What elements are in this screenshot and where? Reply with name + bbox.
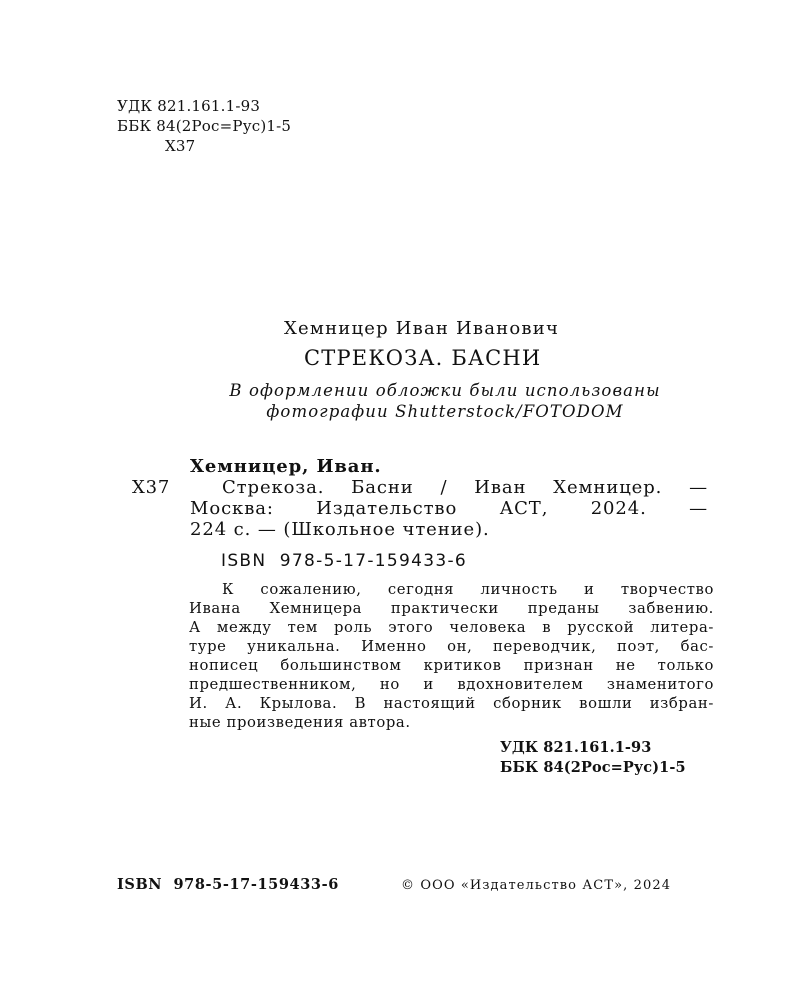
annotation-line: Ивана Хемницера практически преданы забвению. — [189, 600, 714, 617]
bib-word: Хемницер. — [553, 477, 663, 498]
bib-word: — — [689, 477, 708, 498]
isbn-record: ISBN 978-5-17-159433-6 — [221, 551, 468, 571]
bib-word: Иван — [474, 477, 527, 498]
cutter-code-top: Х37 — [165, 137, 196, 155]
annotation-line: А между тем роль этого человека в русской литера- — [189, 619, 714, 636]
bib-line-1 — [190, 477, 708, 498]
cover-note-line-1: В оформлении обложки были использованы — [229, 381, 661, 400]
annotation-line: нописец большинством критиков признан не только — [189, 657, 714, 674]
bibliographic-record — [190, 456, 708, 540]
footer-copyright: © ООО «Издательство АСТ», 2024 — [401, 878, 672, 893]
bib-word: Издательство — [316, 498, 458, 519]
bib-line-3: 224 с. — (Школьное чтение). — [190, 519, 490, 540]
bib-word: Москва: — [190, 498, 274, 519]
udk-code-top: УДК 821.161.1-93 — [117, 97, 261, 115]
bib-word: 2024. — [590, 498, 647, 519]
annotation-paragraph — [189, 580, 714, 732]
bib-word: / — [440, 477, 448, 498]
cutter-code: Х37 — [132, 477, 171, 498]
bib-word: — — [689, 498, 708, 519]
bib-word: Стрекоза. — [222, 477, 325, 498]
cover-note-line-2: фотографии Shutterstock/FOTODOM — [266, 402, 624, 421]
annotation-line: ные произведения автора. — [189, 714, 411, 731]
classification-top — [117, 96, 291, 156]
cover-design-note — [190, 380, 700, 422]
classification-bottom — [500, 738, 686, 778]
bbk-code-bottom: ББК 84(2Рос=Рус)1-5 — [500, 759, 686, 776]
bbk-code-top: ББК 84(2Рос=Рус)1-5 — [117, 117, 292, 135]
udk-code-bottom: УДК 821.161.1-93 — [500, 739, 652, 756]
bib-author-heading: Хемницер, Иван. — [190, 456, 382, 477]
book-title: СТРЕКОЗА. БАСНИ — [304, 346, 542, 370]
author-full-name: Хемницер Иван Иванович — [284, 318, 560, 339]
annotation-line: И. А. Крылова. В настоящий сборник вошли избран- — [189, 695, 714, 712]
bib-word: Басни — [351, 477, 414, 498]
bib-word: АСТ, — [499, 498, 549, 519]
annotation-line: предшественником, но и вдохновителем знаменитого — [189, 676, 714, 693]
annotation-line: К сожалению, сегодня личность и творчество — [222, 581, 714, 598]
bib-line-2 — [190, 498, 708, 519]
footer-isbn: ISBN 978-5-17-159433-6 — [117, 876, 339, 893]
annotation-line: туре уникальна. Именно он, переводчик, поэт, бас- — [189, 638, 714, 655]
